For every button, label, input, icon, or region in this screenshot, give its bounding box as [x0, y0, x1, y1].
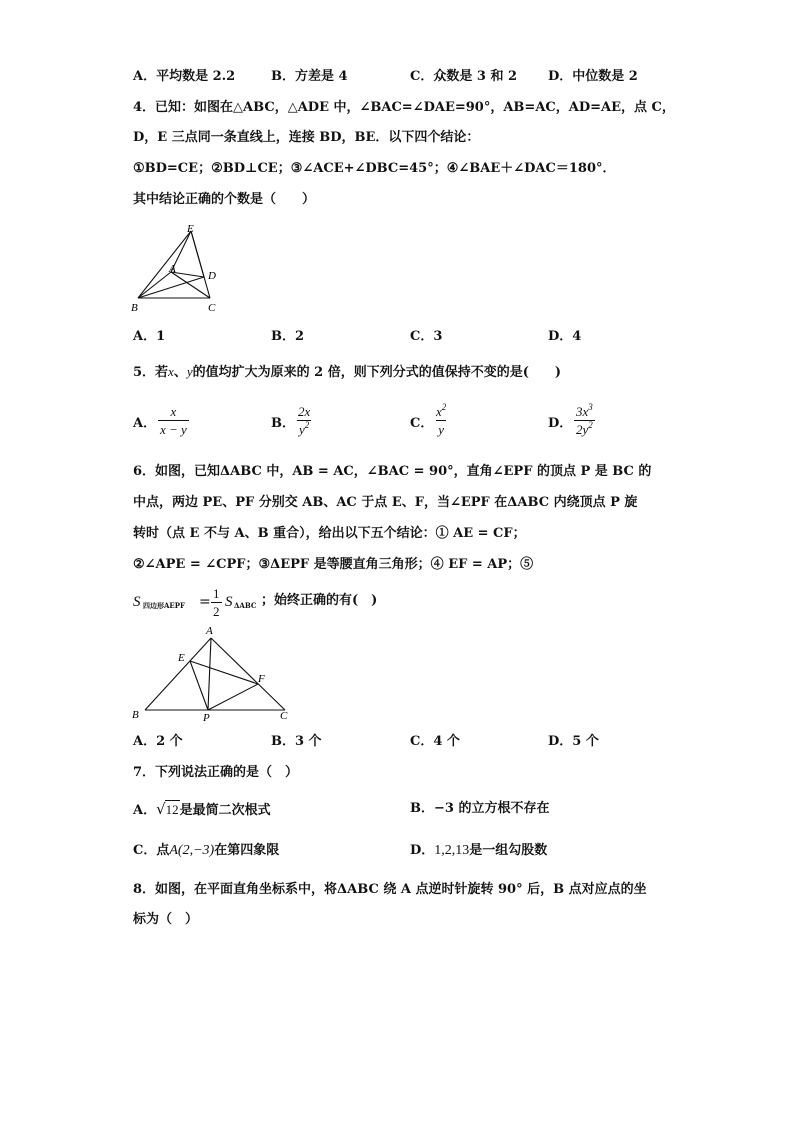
q5-sep: 、	[173, 365, 187, 380]
q6-stem-line4: ②∠APE = ∠CPF；③ΔEPF 是等腰直角三角形；④ EF = AP；⑤	[133, 557, 534, 572]
q5-b-numerator: 2x	[298, 404, 311, 419]
q4-label-d: D	[208, 270, 216, 282]
q5-a-numerator: x	[170, 404, 177, 419]
q6-s-letter-left: S	[133, 594, 141, 610]
q4-segment-ed	[191, 231, 204, 277]
q6-stem-line2: 中点，两边 PE、PF 分别交 AB、AC 于点 E、F，当∠EPF 在ΔABC 内绕顶点 P 旋	[133, 495, 638, 510]
q7-d-text: 是一组勾股数	[469, 843, 548, 858]
q8-stem-line1: 8．如图，在平面直角坐标系中，将ΔABC 绕 A 点逆时针旋转 90° 后，B 点对应点的坐	[133, 882, 647, 897]
q6-half-numerator: 1	[213, 586, 220, 601]
q6-half-denominator: 2	[213, 604, 220, 619]
q4-segment-be	[138, 231, 191, 298]
q6-segment-pe	[190, 661, 208, 710]
q7-a-text: 是最简二次根式	[179, 803, 271, 818]
q5-option-b-fraction	[296, 404, 312, 437]
q7-option-b: B．−3 的立方根不存在	[410, 801, 550, 816]
q4-figure	[128, 222, 228, 316]
q5-c-numerator: x	[436, 404, 442, 419]
q4-stem-line2: D，E 三点同一条直线上，连接 BD，BE．以下四个结论：	[133, 130, 480, 145]
q5-b-den-exponent: 2	[304, 420, 310, 430]
q5-var-x: x	[168, 364, 174, 379]
q6-segment-pf	[208, 684, 258, 710]
q4-stem-line1: 4．已知：如图在△ABC，△ADE 中，∠BAC=∠DAE=90°，AB=AC，AD=AE，点 C，	[133, 100, 675, 115]
q6-equals: =	[199, 594, 211, 610]
q3-option-a: A．平均数是 2.2	[133, 69, 236, 84]
q6-segment-ef	[190, 661, 258, 684]
q7-a-radicand: 12	[165, 802, 179, 817]
q6-stem-line5-suffix: ；始终正确的有( )	[261, 593, 378, 608]
q5-option-c-fraction	[434, 404, 448, 437]
q4-option-a: A．1	[133, 329, 166, 344]
q4-label-c: C	[208, 302, 216, 314]
q6-label-p: P	[203, 712, 210, 724]
q4-segment-ad	[171, 272, 204, 277]
q5-d-den-exponent: 2	[588, 420, 593, 430]
q5-stem-suffix: 的值均扩大为原来的 2 倍，则下列分式的值保持不变的是( )	[192, 365, 562, 380]
q5-c-num-exponent: 2	[441, 402, 447, 412]
q5-stem-prefix: 5．若	[133, 365, 169, 380]
q7-d-label: D．	[410, 843, 435, 858]
q6-area-formula	[133, 586, 393, 622]
q7-option-d	[410, 842, 547, 860]
q5-d-numerator: 3x	[576, 404, 589, 419]
q5-b-denominator: y	[299, 422, 305, 437]
q4-stem-line4: 其中结论正确的个数是（ ）	[133, 192, 316, 207]
q5-option-c-label: C．	[410, 416, 434, 431]
q7-d-numbers: 1,2,13	[434, 843, 470, 858]
q6-label-c: C	[280, 710, 288, 722]
q5-stem	[133, 363, 561, 382]
q6-segment-ac	[211, 638, 285, 710]
q6-label-b: B	[132, 709, 139, 721]
q4-label-a: A	[169, 263, 176, 275]
q4-label-e: E	[187, 223, 194, 235]
q3-option-c: C．众数是 3 和 2	[410, 69, 518, 84]
q6-s-letter-right: S	[225, 594, 233, 610]
q6-label-e: E	[178, 652, 185, 664]
q6-option-c: C．4 个	[410, 734, 460, 749]
q6-stem-line1: 6．如图，已知ΔABC 中，AB = AC，∠BAC = 90°，直角∠EPF 的顶点 P 是 BC 的	[133, 464, 652, 479]
q5-d-num-exponent: 3	[588, 402, 593, 412]
q5-option-d-label: D．	[548, 416, 573, 431]
q6-label-a: A	[206, 625, 213, 637]
q4-option-d: D．4	[548, 329, 582, 344]
q6-s-subscript-right: ΔABC	[234, 601, 257, 610]
q5-option-b-label: B．	[271, 416, 295, 431]
q5-d-denominator: 2y	[576, 422, 589, 437]
q4-label-b: B	[131, 302, 138, 314]
q5-option-d-fraction	[574, 404, 595, 437]
q7-stem: 7．下列说法正确的是（ ）	[133, 765, 299, 780]
sqrt-icon: √	[156, 800, 166, 818]
q7-c-point: A(2,−3)	[169, 843, 215, 858]
q4-stem-line3: ①BD=CE；②BD⊥CE；③∠ACE+∠DBC=45°；④∠BAE＋∠DAC＝180°．	[133, 161, 616, 176]
q5-option-a-fraction	[158, 404, 189, 437]
q5-var-y: y	[186, 364, 193, 379]
q6-option-b: B．3 个	[271, 734, 322, 749]
q6-stem-line3: 转时（点 E 不与 A、B 重合），给出以下五个结论：① AE = CF；	[133, 526, 526, 541]
q7-a-label: A．	[133, 803, 157, 818]
q6-option-a: A．2 个	[133, 734, 183, 749]
q5-a-denominator: x − y	[160, 422, 187, 437]
q8-stem-line2: 标为（ ）	[133, 912, 199, 927]
q7-option-a	[133, 800, 271, 820]
q4-option-c: C．3	[410, 329, 443, 344]
q3-option-b: B．方差是 4	[271, 69, 348, 84]
q4-option-b: B．2	[271, 329, 305, 344]
q6-figure	[128, 622, 298, 726]
q6-half-fraction	[211, 586, 222, 619]
q6-segment-ap	[208, 638, 211, 710]
q3-option-d: D．中位数是 2	[548, 69, 638, 84]
q7-option-c	[133, 842, 279, 860]
q4-segment-ba	[138, 272, 171, 298]
q6-segment-ab	[145, 638, 211, 710]
q7-c-text: 在第四象限	[214, 843, 280, 858]
q7-c-label: C．点	[133, 843, 170, 858]
q6-s-subscript-left: 四边形AEPF	[143, 601, 185, 610]
q6-option-d: D．5 个	[548, 734, 599, 749]
q6-label-f: F	[258, 673, 265, 685]
q5-c-denominator: y	[438, 422, 445, 437]
q5-option-a-label: A．	[133, 416, 157, 431]
